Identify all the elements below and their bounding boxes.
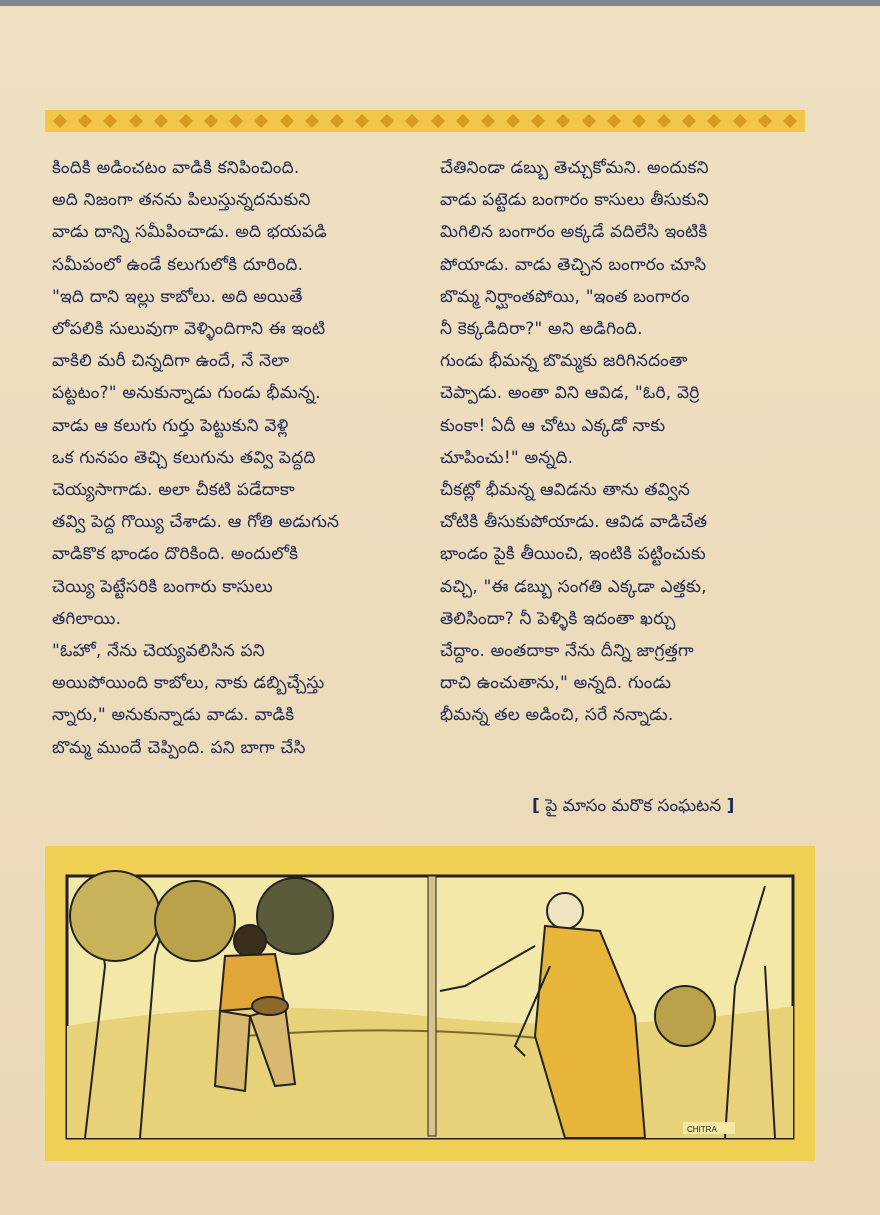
paragraph: వాడు ఆ కలుగు గుర్తు పెట్టుకుని వెళ్లి ఒక గునపం తెచ్చి కలుగును తవ్వి పెద్దది చెయ్యసాగాడు. అలా చీకటి పడేదాకా తవ్వి పెద్ద గొయ్యి చేశాడు. ఆ గోతి అడుగున వాడికొక భాండం దొరికింది. అందులోకి చెయ్యి పెట్టేసరికి బంగారు కాసులు తగిలాయి. xyxy=(52,415,340,629)
bracket-close: ] xyxy=(726,796,735,816)
paragraph: గుండు భీమన్న బొమ్మకు జరిగినదంతా చెప్పాడు. అంతా విని ఆవిడ, "ఓరి, వెర్రి కుంకా! ఏదీ ఆ చోటు ఎక్కడో నాకు చూపించు!" అన్నది. xyxy=(440,351,700,468)
walking-stick xyxy=(428,876,436,1136)
illustration-svg xyxy=(45,846,815,1161)
artist-signature: CHITRA xyxy=(687,1125,717,1134)
left-column xyxy=(52,152,422,764)
bracket-open: [ xyxy=(532,796,540,816)
continued-note-text: పై మాసం మరొక సంఘటన xyxy=(545,796,722,816)
continued-note xyxy=(532,796,734,820)
top-edge-line xyxy=(0,0,880,6)
paragraph: కిందికి అడించటం వాడికి కనిపించింది. అది నిజంగా తనను పిలుస్తున్నదనుకుని వాడు దాన్ని సమీపించాడు. అది భయపడి సమీపంలో ఉండే కలుగులోకి దూరింది. xyxy=(52,158,327,275)
paragraph: "ఇది దాని ఇల్లు కాబోలు. అది అయితే లోపలికి సులువుగా వెళ్ళిందిగాని ఈ ఇంటి వాకిలి మరీ చిన్నదిగా ఉందే, నే నెలా పట్టటం?" అనుకున్నాడు గుండు భీమన్న. xyxy=(52,286,326,404)
paragraph: "ఓహో, నేను చెయ్యవలిసిన పని అయిపోయింది కాబోలు, నాకు డబ్బిచ్చేస్తు న్నారు," అనుకున్నాడు వాడు. వాడికి బొమ్మ ముందే చెప్పింది. పని బాగా చేసి xyxy=(52,641,325,758)
paragraph: చీకట్లో భీమన్న ఆవిడను తాను తవ్విన చోటికి తీసుకుపోయాడు. ఆవిడ వాడిచేత భాండం పైకి తీయించి, ఇంటికి పట్టించుకు వచ్చి, "ఈ డబ్బు సంగతి ఎక్కడా ఎత్తకు, తెలిసిందా? నీ పెళ్ళికి ఇదంతా ఖర్చు చేద్దాం. అంతదాకా నేను దీన్ని జాగ్రత్తగా దాచి ఉంచుతాను," అన్నది. గుండు భీమన్న తల అడించి, సరే నన్నాడు. xyxy=(440,480,708,726)
paragraph: చేతినిండా డబ్బు తెచ్చుకోమని. అందుకని వాడు పట్టెడు బంగారం కాసులు తీసుకుని మిగిలిన బంగారం అక్కడే వదిలేసి ఇంటికి పోయాడు. వాడు తెచ్చిన బంగారం చూసి బొమ్మ నిర్ఘాంతపోయి, "ఇంత బంగారం నీ కెక్కడిదిరా?" అని అడిగింది. xyxy=(440,158,709,340)
right-column xyxy=(440,152,810,732)
decorative-dots xyxy=(55,116,795,126)
story-illustration xyxy=(45,846,815,1161)
